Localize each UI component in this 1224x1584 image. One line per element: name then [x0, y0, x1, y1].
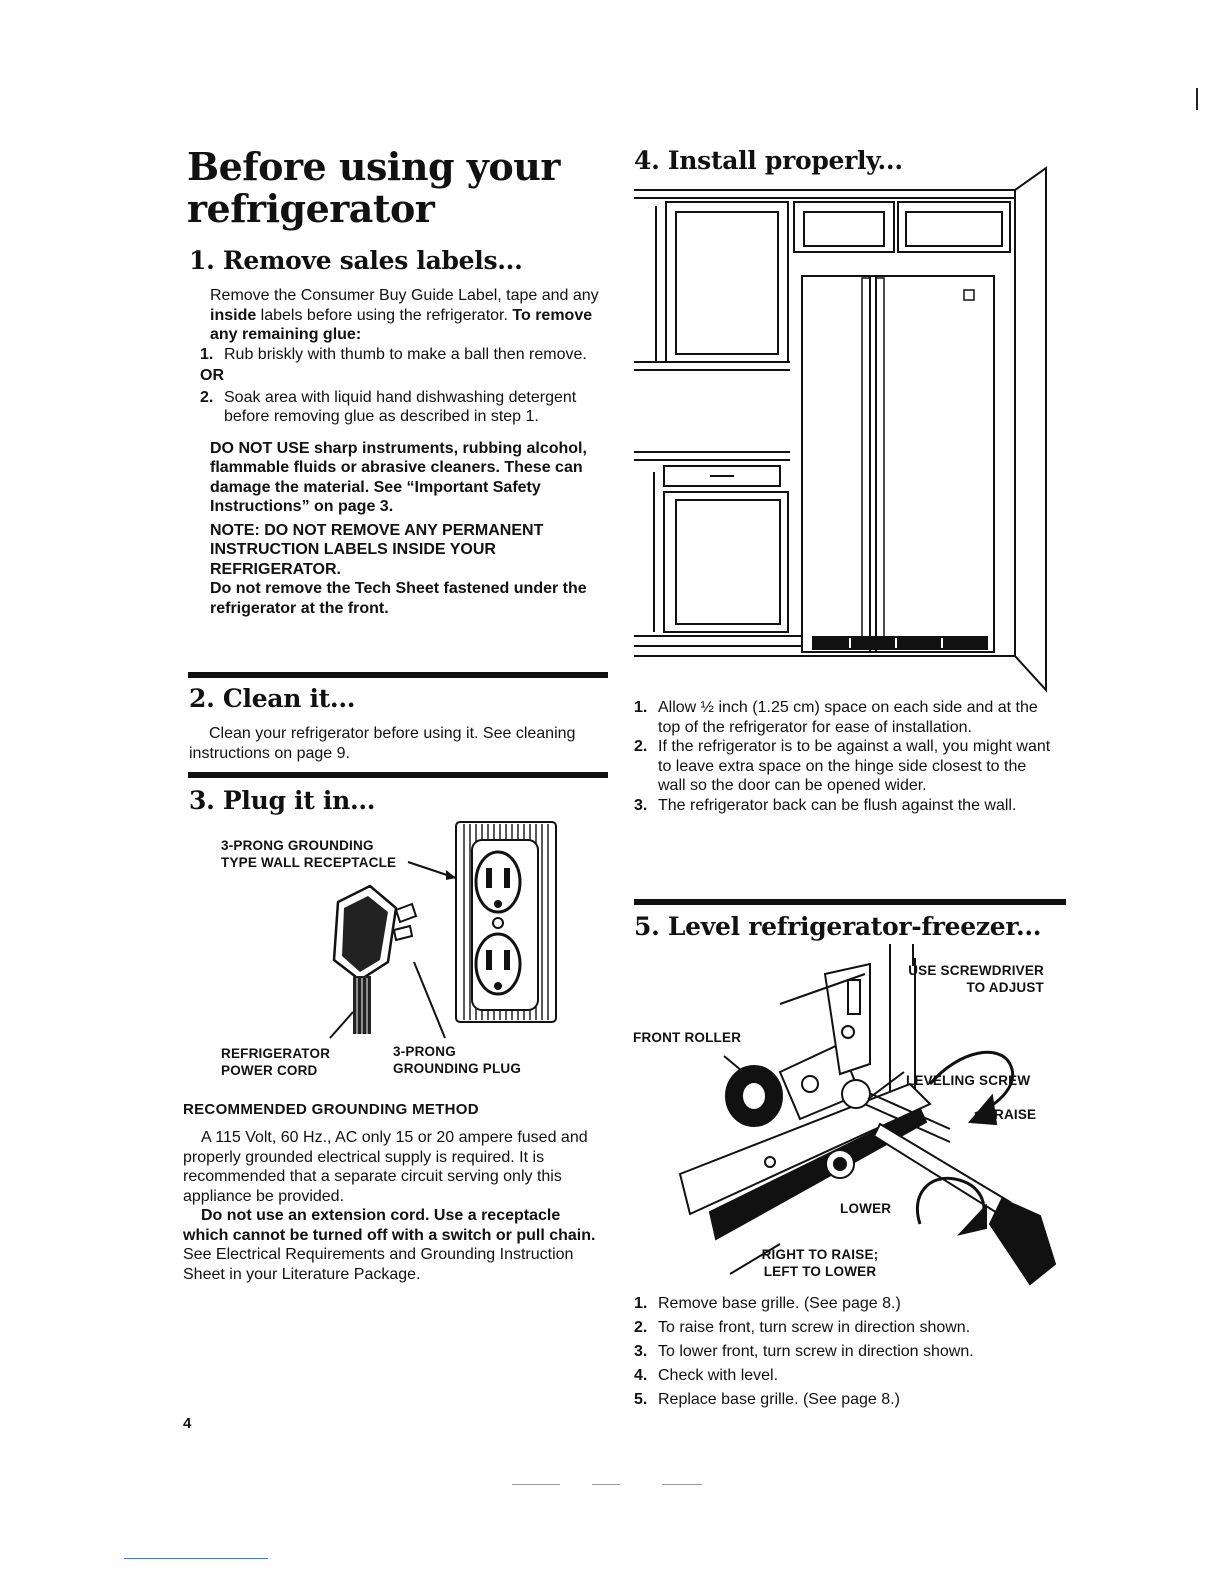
scan-mark — [512, 1484, 560, 1485]
label-lower: LOWER — [840, 1201, 892, 1216]
plug-graphic — [334, 886, 416, 1034]
or-label: OR — [200, 367, 224, 384]
divider — [634, 899, 1066, 905]
label-line: TYPE WALL RECEPTACLE — [221, 855, 397, 870]
item-number: 1. — [634, 1295, 648, 1312]
item-number: 5. — [634, 1391, 648, 1408]
install-illustration — [630, 166, 1055, 696]
label-line: RIGHT TO RAISE; — [761, 1247, 879, 1262]
section-1-body — [200, 286, 614, 618]
item-number: 3. — [634, 1343, 648, 1360]
page-title-line-2: refrigerator — [187, 186, 435, 231]
list-item — [634, 796, 1054, 816]
list-item — [634, 1388, 1054, 1412]
label-raise: RAISE — [994, 1107, 1037, 1122]
label-grounding-plug — [393, 1043, 521, 1077]
list-item — [200, 388, 614, 427]
label-line: GROUNDING PLUG — [393, 1061, 522, 1076]
grounding-method-tail: See Electrical Requirements and Grounding Instruction Sheet in your Literature Package. — [183, 1246, 574, 1283]
label-front-roller: FRONT ROLLER — [633, 1030, 742, 1045]
item-text: To lower front, turn screw in direction shown. — [658, 1343, 974, 1360]
install-list — [634, 698, 1054, 815]
intro-glue: To remove any remaining glue: — [210, 306, 593, 343]
divider — [188, 672, 608, 678]
label-wall-receptacle — [221, 837, 396, 871]
scan-mark — [124, 1558, 268, 1559]
page-title — [187, 146, 607, 230]
section-1-heading: 1. Remove sales labels... — [189, 246, 523, 275]
label-line: 3-PRONG GROUNDING — [221, 838, 374, 853]
item-text: The refrigerator back can be flush against the wall. — [658, 796, 1017, 814]
section-2-heading: 2. Clean it... — [189, 684, 356, 713]
list-item — [634, 737, 1054, 796]
item-number: 2. — [634, 738, 648, 755]
wall-receptacle-graphic — [456, 822, 556, 1022]
label-line: REFRIGERATOR — [221, 1046, 331, 1061]
section-3-heading: 3. Plug it in... — [189, 786, 376, 815]
label-line: USE SCREWDRIVER — [908, 963, 1044, 978]
list-item — [634, 1316, 1054, 1340]
item-text: Soak area with liquid hand dishwashing detergent before removing glue as described in step 1. — [224, 388, 577, 425]
note-text-2: Do not remove the Tech Sheet fastened under the refrigerator at the front. — [210, 580, 587, 617]
item-text: If the refrigerator is to be against a wall, you might want to leave extra space on the hinge side closest to the wall so the door can be opened wider. — [658, 738, 1051, 794]
section-2-text: Clean your refrigerator before using it. See cleaning instructions on page 9. — [189, 725, 576, 762]
label-leveling-screw: LEVELING SCREW — [906, 1073, 1031, 1088]
section-5-heading: 5. Level refrigerator-freezer... — [634, 912, 1042, 941]
item-number: 1. — [634, 699, 648, 716]
section-1-steps — [200, 345, 614, 427]
list-item — [634, 1364, 1054, 1388]
label-use-screwdriver — [896, 962, 1044, 996]
label-line: TO ADJUST — [966, 980, 1044, 995]
item-text: To raise front, turn screw in direction shown. — [658, 1319, 971, 1336]
list-item — [634, 1292, 1054, 1316]
extension-cord-warning: Do not use an extension cord. Use a receptacle which cannot be turned off with a switch or pull chain. — [183, 1207, 596, 1244]
item-text: Remove base grille. (See page 8.) — [658, 1295, 901, 1312]
warning-text: DO NOT USE sharp instruments, rubbing alcohol, flammable fluids or abrasive cleaners. These can damage the material. See “Important Safety Instructions” on page 3. — [210, 439, 587, 515]
item-number: 4. — [634, 1367, 648, 1384]
grounding-method-warning — [183, 1206, 603, 1284]
label-right-to-raise — [752, 1246, 888, 1280]
intro-inside: inside — [210, 306, 257, 324]
label-power-cord — [221, 1045, 330, 1079]
intro-text-a: Remove the Consumer Buy Guide Label, tape and any — [210, 287, 599, 304]
label-line: LEFT TO LOWER — [763, 1264, 877, 1279]
list-item — [634, 698, 1054, 737]
grounding-method-body — [183, 1128, 603, 1284]
item-text: Replace base grille. (See page 8.) — [658, 1391, 900, 1408]
item-number: 1. — [200, 345, 214, 363]
level-list — [634, 1292, 1054, 1412]
page-number: 4 — [183, 1415, 192, 1432]
grounding-method-heading: RECOMMENDED GROUNDING METHOD — [183, 1101, 479, 1118]
item-number: 3. — [634, 796, 648, 814]
scan-mark — [662, 1484, 702, 1485]
label-line: 3-PRONG — [393, 1044, 456, 1059]
label-line: POWER CORD — [221, 1063, 318, 1078]
list-item — [200, 345, 614, 365]
list-item — [200, 366, 614, 386]
intro-text-b: labels before using the refrigerator. — [256, 306, 513, 324]
list-item — [634, 1340, 1054, 1364]
section-4-heading: 4. Install properly... — [634, 146, 903, 175]
section-1-intro — [210, 286, 614, 345]
item-number: 2. — [634, 1319, 648, 1336]
grounding-method-text: A 115 Volt, 60 Hz., AC only 15 or 20 ampere fused and properly grounded electrical supply is required. It is recommended that a separate circuit serving only this appliance be provided. — [183, 1129, 588, 1205]
page-title-line-1: Before using your — [187, 144, 560, 189]
item-text: Allow ½ inch (1.25 cm) space on each side and at the top of the refrigerator for ease of installation. — [658, 699, 1038, 736]
item-number: 2. — [200, 388, 214, 406]
item-text: Rub briskly with thumb to make a ball then remove. — [224, 345, 587, 363]
item-text: Check with level. — [658, 1367, 779, 1384]
scan-mark — [592, 1484, 620, 1485]
divider — [188, 772, 608, 778]
note-text: NOTE: DO NOT REMOVE ANY PERMANENT INSTRUCTION LABELS INSIDE YOUR REFRIGERATOR. — [210, 521, 544, 578]
margin-mark — [1196, 88, 1198, 110]
